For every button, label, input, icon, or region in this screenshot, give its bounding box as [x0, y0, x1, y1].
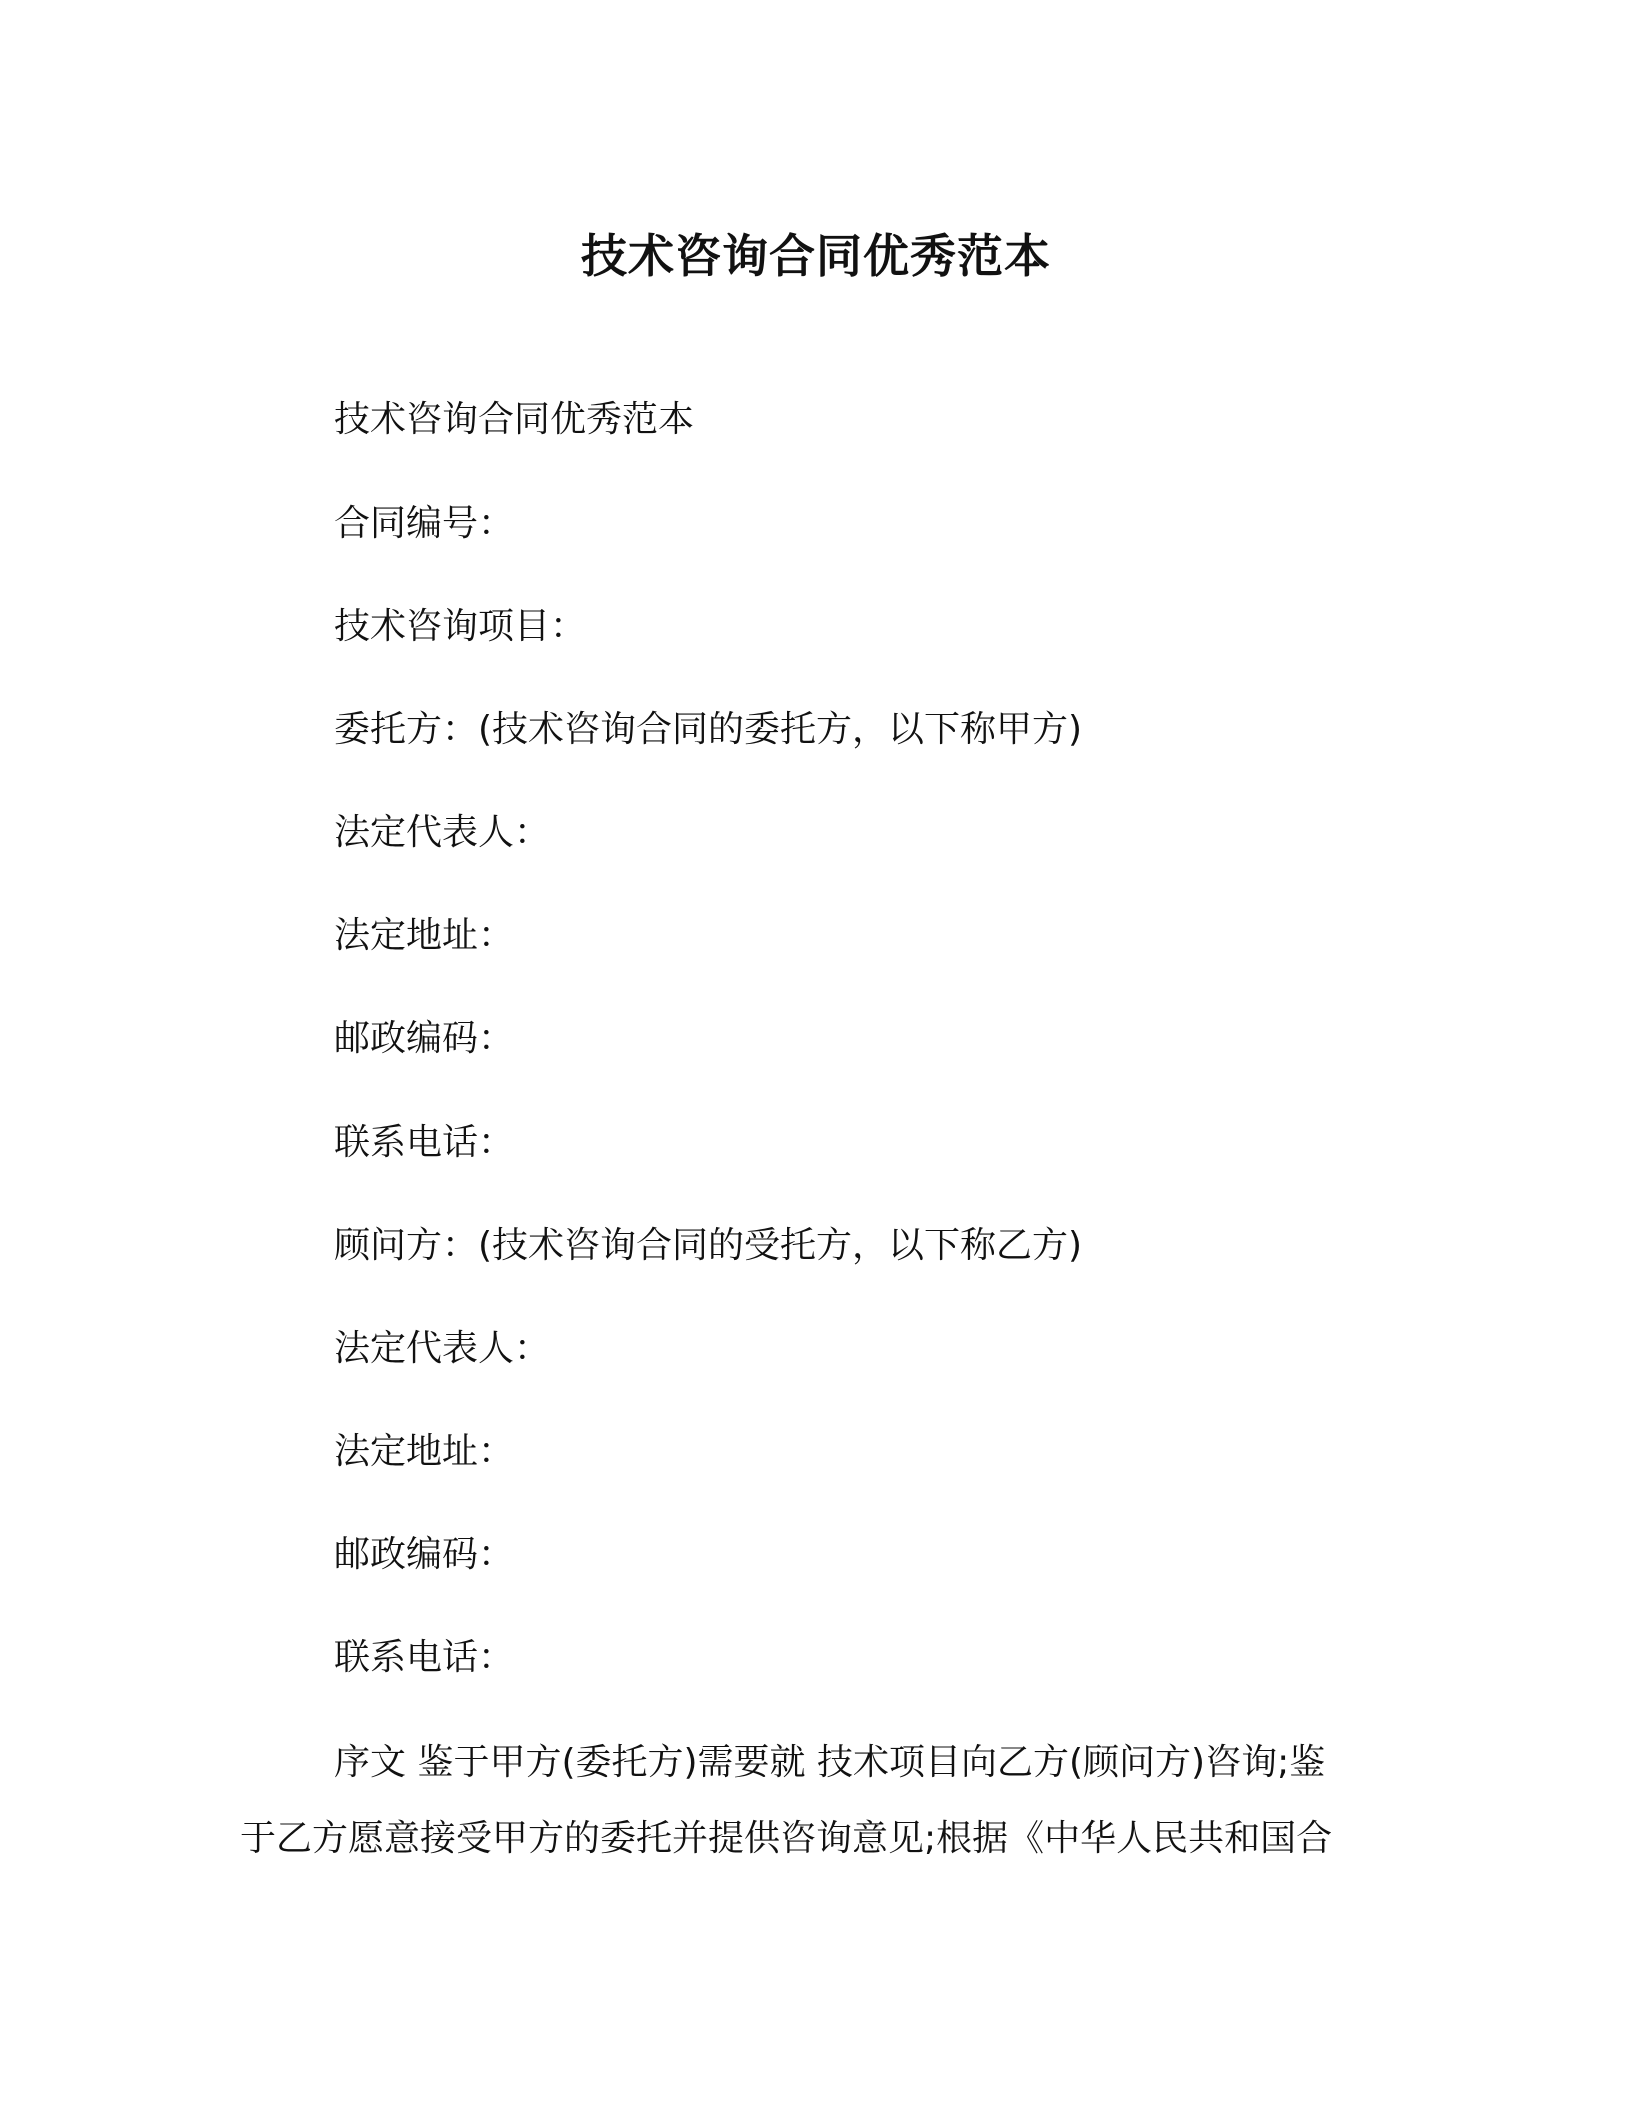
- client-party-line: 委托方：(技术咨询合同的委托方，以下称甲方): [334, 709, 1083, 750]
- contract-number-line: 合同编号：: [334, 503, 515, 544]
- client-legal-rep-line: 法定代表人：: [334, 812, 551, 853]
- consulting-project-line: 技术咨询项目：: [334, 606, 587, 647]
- consultant-legal-rep-line: 法定代表人：: [334, 1328, 551, 1369]
- consultant-party-line: 顾问方：(技术咨询合同的受托方，以下称乙方): [334, 1225, 1083, 1266]
- consultant-phone-line: 联系电话：: [334, 1637, 515, 1678]
- client-phone-line: 联系电话：: [334, 1122, 515, 1163]
- preamble-line-2: 于乙方愿意接受甲方的委托并提供咨询意见;根据《中华人民共和国合: [240, 1818, 1333, 1859]
- document-title: 技术咨询合同优秀范本: [581, 229, 1051, 283]
- consultant-address-line: 法定地址：: [334, 1431, 515, 1472]
- preamble-line-1: 序文 鉴于甲方(委托方)需要就 技术项目向乙方(顾问方)咨询;鉴: [334, 1742, 1326, 1783]
- consultant-postcode-line: 邮政编码：: [334, 1534, 515, 1575]
- client-postcode-line: 邮政编码：: [334, 1018, 515, 1059]
- client-address-line: 法定地址：: [334, 915, 515, 956]
- subtitle-line: 技术咨询合同优秀范本: [334, 399, 695, 440]
